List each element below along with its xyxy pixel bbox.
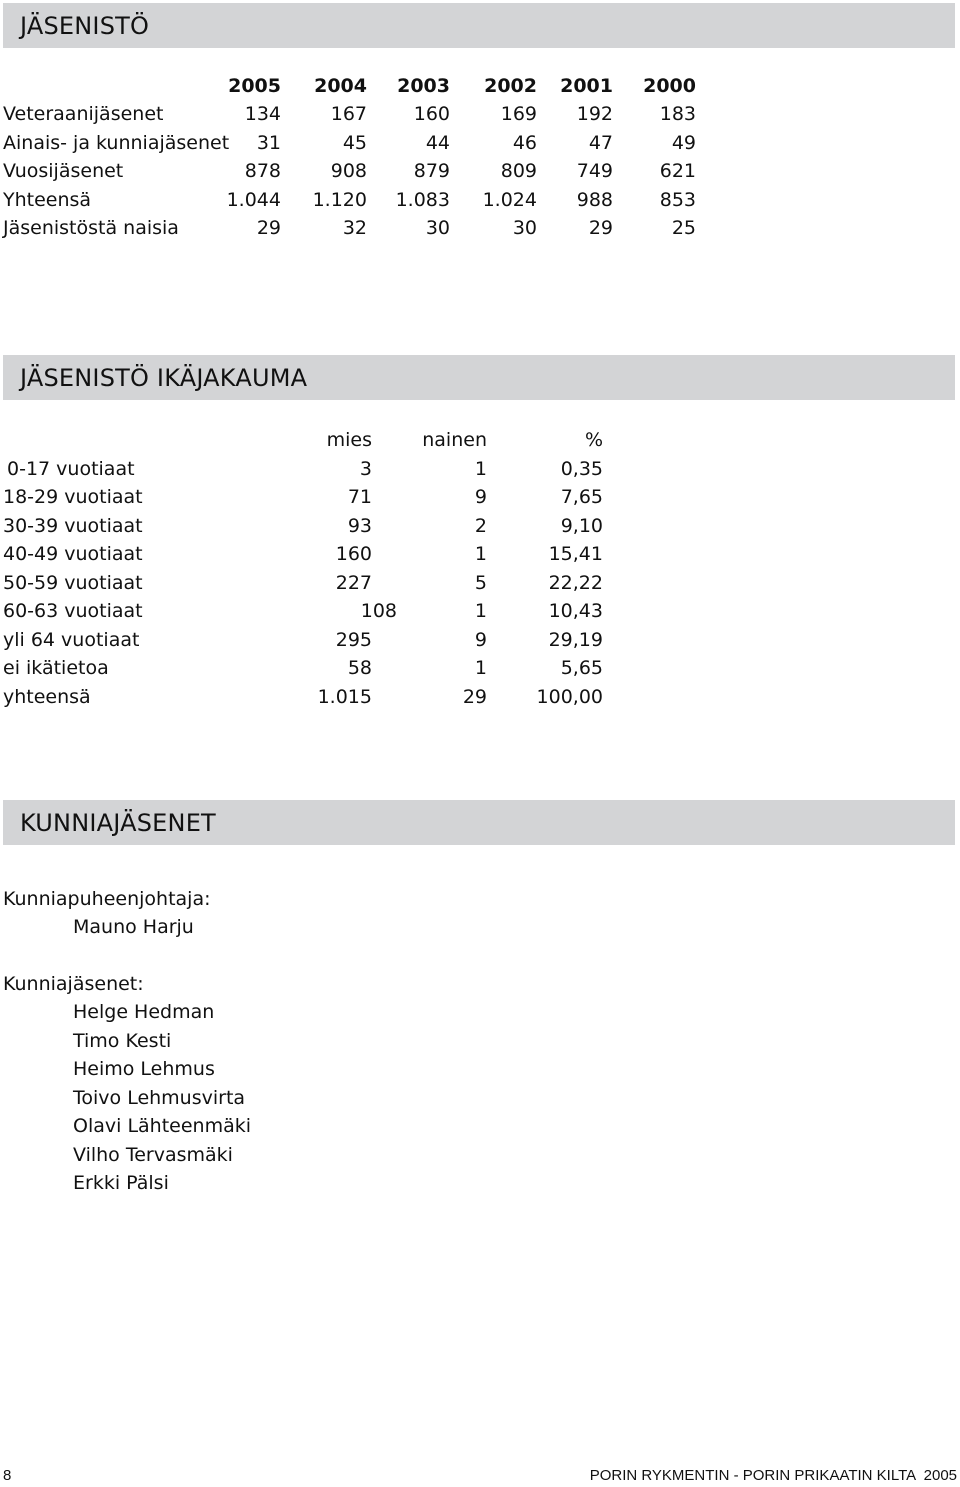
section-banner-age-distribution [3, 355, 955, 400]
table-cell: 749 [576, 160, 613, 182]
table-cell: 5,65 [560, 657, 603, 679]
table-cell: 1.083 [395, 189, 450, 211]
table-row-label: 30-39 vuotiaat [3, 515, 143, 537]
year-header: 2005 [228, 75, 281, 97]
table-cell: 30 [512, 217, 537, 239]
table-cell: 47 [588, 132, 613, 154]
table-cell: 167 [330, 103, 367, 125]
table-cell: 5 [474, 572, 487, 594]
table-cell: 3 [359, 458, 372, 480]
year-header: 2001 [560, 75, 613, 97]
table-cell: 29,19 [548, 629, 603, 651]
table-cell: 908 [330, 160, 367, 182]
honorary-chair-name: Mauno Harju [73, 916, 194, 938]
table-cell: 30 [425, 217, 450, 239]
table-cell: 169 [500, 103, 537, 125]
table-cell: 160 [413, 103, 450, 125]
year-header: 2003 [397, 75, 450, 97]
section-title-honorary: KUNNIAJÄSENET [20, 809, 216, 837]
table-cell: 9 [474, 486, 487, 508]
table-row-label: Jäsenistöstä naisia [3, 217, 179, 239]
column-header-percent: % [584, 429, 603, 451]
table-row-label: 40-49 vuotiaat [3, 543, 143, 565]
table-cell: 31 [256, 132, 281, 154]
list-item: Erkki Pälsi [73, 1172, 169, 1194]
list-item: Heimo Lehmus [73, 1058, 215, 1080]
list-item: Toivo Lehmusvirta [73, 1087, 246, 1109]
list-item: Olavi Lähteenmäki [73, 1115, 252, 1137]
section-title-age-distribution: JÄSENISTÖ IKÄJAKAUMA [20, 364, 308, 392]
table-cell: 1 [474, 600, 487, 622]
table-cell: 58 [347, 657, 372, 679]
list-item: Helge Hedman [73, 1001, 215, 1023]
table-cell: 71 [347, 486, 372, 508]
year-header: 2004 [314, 75, 367, 97]
table-cell: 15,41 [548, 543, 603, 565]
section-banner-honorary [3, 800, 955, 845]
table-row-label: 0-17 vuotiaat [7, 458, 135, 480]
year-header: 2002 [484, 75, 537, 97]
table-cell: 32 [342, 217, 367, 239]
table-cell: 160 [335, 543, 372, 565]
table-row-label: Veteraanijäsenet [3, 103, 164, 125]
table-row-label: ei ikätietoa [3, 657, 109, 679]
table-cell: 227 [335, 572, 372, 594]
table-cell: 46 [512, 132, 537, 154]
section-banner-membership [3, 3, 955, 48]
table-cell: 809 [500, 160, 537, 182]
table-cell: 853 [659, 189, 696, 211]
table-row-label: 60-63 vuotiaat [3, 600, 143, 622]
table-cell: 10,43 [548, 600, 603, 622]
table-cell: 22,22 [548, 572, 603, 594]
publication-footer: PORIN RYKMENTIN - PORIN PRIKAATIN KILTA 2005 [589, 1467, 957, 1484]
section-title-membership: JÄSENISTÖ [20, 12, 150, 40]
table-cell: 108 [360, 600, 397, 622]
table-cell: 25 [671, 217, 696, 239]
honorary-chair-label: Kunniapuheenjohtaja: [3, 888, 211, 910]
table-row-label: Ainais- ja kunniajäsenet [3, 132, 230, 154]
table-cell: 295 [335, 629, 372, 651]
table-row-label: 50-59 vuotiaat [3, 572, 143, 594]
table-cell: 29 [462, 686, 487, 708]
honorary-members-label: Kunniajäsenet: [3, 973, 144, 995]
column-header-mies: mies [326, 429, 372, 451]
table-cell: 183 [659, 103, 696, 125]
table-cell: 44 [425, 132, 450, 154]
table-cell: 9,10 [560, 515, 603, 537]
table-cell: 1.044 [226, 189, 281, 211]
table-cell: 1.120 [312, 189, 367, 211]
table-cell: 45 [342, 132, 367, 154]
table-cell: 988 [576, 189, 613, 211]
year-header: 2000 [643, 75, 696, 97]
list-item: Vilho Tervasmäki [73, 1144, 233, 1166]
table-cell: 29 [256, 217, 281, 239]
table-row-label: yhteensä [3, 686, 91, 708]
table-cell: 621 [659, 160, 696, 182]
table-cell: 7,65 [560, 486, 603, 508]
table-row-label: yli 64 vuotiaat [3, 629, 140, 651]
table-cell: 878 [244, 160, 281, 182]
table-cell: 1.024 [482, 189, 537, 211]
table-cell: 192 [576, 103, 613, 125]
page-number: 8 [3, 1467, 12, 1484]
list-item: Timo Kesti [73, 1030, 172, 1052]
table-cell: 1 [474, 458, 487, 480]
table-cell: 2 [474, 515, 487, 537]
column-header-nainen: nainen [422, 429, 487, 451]
table-cell: 1.015 [317, 686, 372, 708]
table-cell: 49 [671, 132, 696, 154]
table-cell: 134 [244, 103, 281, 125]
table-row-label: 18-29 vuotiaat [3, 486, 143, 508]
table-row-label: Vuosijäsenet [3, 160, 124, 182]
table-cell: 100,00 [536, 686, 603, 708]
table-cell: 93 [347, 515, 372, 537]
table-cell: 9 [474, 629, 487, 651]
table-cell: 29 [588, 217, 613, 239]
table-cell: 1 [474, 543, 487, 565]
table-row-label: Yhteensä [3, 189, 92, 211]
table-cell: 1 [474, 657, 487, 679]
table-cell: 0,35 [560, 458, 603, 480]
table-cell: 879 [413, 160, 450, 182]
